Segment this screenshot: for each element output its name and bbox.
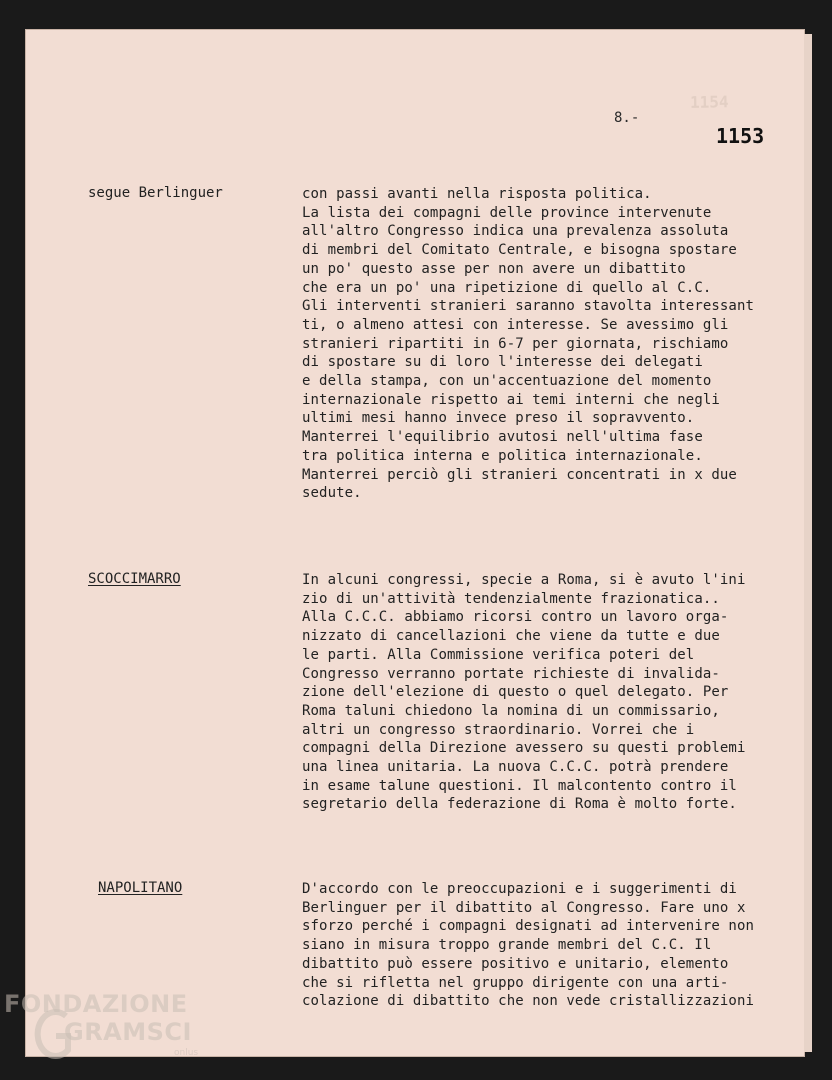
speaker-label: SCOCCIMARRO xyxy=(88,571,181,587)
text-line: Roma taluni chiedono la nomina di un commissario, xyxy=(302,702,720,719)
text-line: ultimi mesi hanno invece preso il sopravvento. xyxy=(302,410,695,427)
text-line: sforzo perché i compagni designati ad intervenire non xyxy=(302,918,755,935)
document-number: 1153 xyxy=(716,124,765,148)
text-line: di spostare su di loro l'interesse dei delegati xyxy=(302,354,703,371)
text-line: Alla C.C.C. abbiamo ricorsi contro un lavoro orga- xyxy=(302,609,729,626)
text-line: D'accordo con le preoccupazioni e i suggerimenti di xyxy=(302,881,737,897)
speech-text-scoccimarro xyxy=(302,571,746,814)
text-line: In alcuni congressi, specie a Roma, si è avuto l'ini xyxy=(302,572,746,588)
text-line: all'altro Congresso indica una prevalenza assoluta xyxy=(302,223,729,240)
fondazione-gramsci-logo xyxy=(4,990,214,1060)
text-line: siano in misura troppo grande membri del C.C. Il xyxy=(302,937,712,954)
text-line: segretario della federazione di Roma è molto forte. xyxy=(302,796,737,813)
text-line: Manterrei perciò gli stranieri concentrati in x due xyxy=(302,466,737,483)
text-line: con passi avanti nella risposta politica. xyxy=(302,186,652,202)
text-line: un po' questo asse per non avere un dibattito xyxy=(302,260,686,277)
text-line: Manterrei l'equilibrio avutosi nell'ultima fase xyxy=(302,429,703,446)
text-line: e della stampa, con un'accentuazione del momento xyxy=(302,373,712,390)
text-line: internazionale rispetto ai temi interni che negli xyxy=(302,391,720,408)
logo-line-3: onlus xyxy=(174,1048,199,1058)
text-line: Gli interventi stranieri saranno stavolta interessant xyxy=(302,298,755,315)
page-edge xyxy=(804,34,812,1052)
text-line: che era un po' una ripetizione di quello al C.C. xyxy=(302,279,712,296)
logo-line-1: FONDAZIONE xyxy=(4,990,188,1018)
text-line: Congresso verranno portate richieste di invalida- xyxy=(302,665,720,682)
speech-text-napolitano xyxy=(302,880,754,1011)
text-line: zione dell'elezione di questo o quel delegato. Per xyxy=(302,684,729,701)
logo-line-2: GRAMSCI xyxy=(64,1018,192,1046)
text-line: altri un congresso straordinario. Vorrei che i xyxy=(302,721,695,738)
text-line: Berlinguer per il dibattito al Congresso. Fare uno x xyxy=(302,899,746,916)
text-line: le parti. Alla Commissione verifica poteri del xyxy=(302,646,695,663)
text-line: ti, o almeno attesi con interesse. Se avessimo gli xyxy=(302,316,729,333)
text-line: compagni della Direzione avessero su questi problemi xyxy=(302,740,746,757)
speech-text-berlinguer xyxy=(302,185,754,503)
text-line: La lista dei compagni delle province intervenute xyxy=(302,204,712,221)
text-line: colazione di dibattito che non vede cristallizzazioni xyxy=(302,993,755,1010)
faded-stamp-number: 1154 xyxy=(689,92,729,112)
text-line: nizzato di cancellazioni che viene da tutte e due xyxy=(302,628,720,645)
text-line: in esame talune questioni. Il malcontento contro il xyxy=(302,777,737,794)
text-line: zio di un'attività tendenzialmente frazionatica.. xyxy=(302,590,720,607)
text-line: che si rifletta nel gruppo dirigente con una arti- xyxy=(302,974,729,991)
text-line: di membri del Comitato Centrale, e bisogna spostare xyxy=(302,242,737,259)
text-line: stranieri ripartiti in 6-7 per giornata, rischiamo xyxy=(302,335,729,352)
speaker-label: NAPOLITANO xyxy=(98,880,183,896)
text-line: dibattito può essere positivo e unitario, elemento xyxy=(302,955,729,972)
page-number: 8.- xyxy=(614,110,640,126)
text-line: tra politica interna e politica internazionale. xyxy=(302,447,703,464)
text-line: una linea unitaria. La nuova C.C.C. potrà prendere xyxy=(302,759,729,776)
speaker-label: segue Berlinguer xyxy=(88,185,223,201)
text-line: sedute. xyxy=(302,485,362,502)
